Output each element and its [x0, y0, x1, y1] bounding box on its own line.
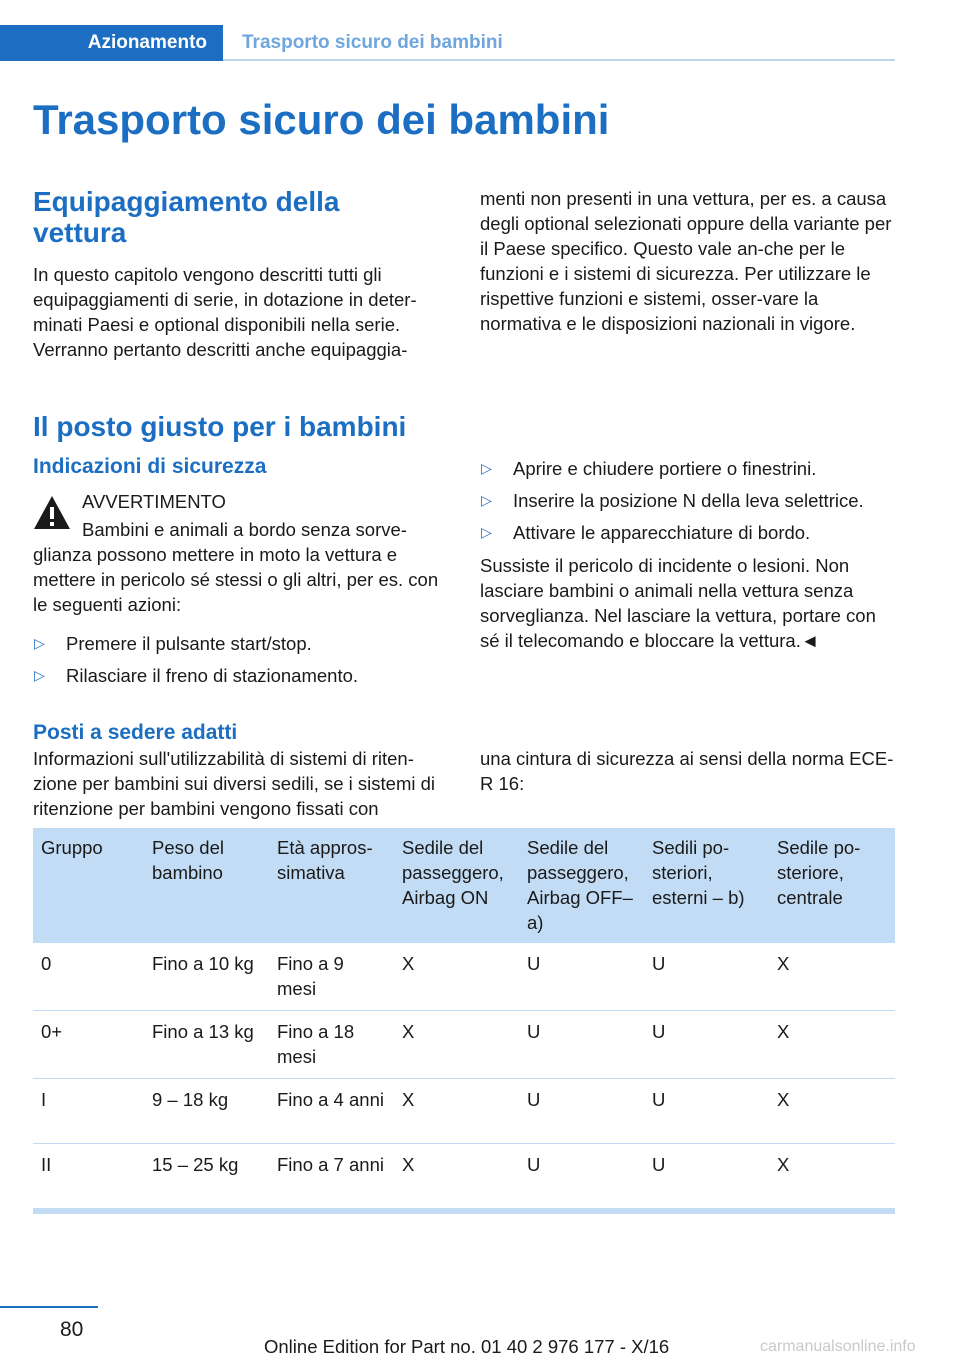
table-cell: U: [644, 1011, 769, 1079]
page-title: Trasporto sicuro dei bambini: [33, 96, 610, 143]
table-cell: Fino a 9 mesi: [269, 943, 394, 1011]
table-cell: 15 – 25 kg: [144, 1144, 269, 1209]
table-cell: X: [394, 1011, 519, 1079]
table-header-cell: Età appros-simativa: [269, 828, 394, 943]
table-header-cell: Sedile po-steriore, centrale: [769, 828, 895, 943]
header-rule: [223, 59, 895, 61]
tab-azionamento[interactable]: Azionamento: [0, 25, 223, 61]
triangle-right-icon: ▷: [34, 635, 45, 651]
table-cell: I: [33, 1079, 144, 1144]
warning-intro: Bambini e animali a bordo senza sorve-glianza possono mettere in moto la vettura e mettere in pericolo sé stessi o gli altri, per es. con le seguenti azioni:: [33, 519, 439, 615]
triangle-right-icon: ▷: [481, 524, 492, 540]
section-heading-equipaggiamento: Equipaggiamento della vettura: [33, 186, 340, 248]
table-cell: 0+: [33, 1011, 144, 1079]
table-cell: Fino a 13 kg: [144, 1011, 269, 1079]
table-cell: U: [519, 1144, 644, 1209]
table-cell: X: [769, 1144, 895, 1209]
table-cell: 0: [33, 943, 144, 1011]
table-cell: U: [519, 1011, 644, 1079]
table-header-cell: Sedili po-steriori, esterni – b): [644, 828, 769, 943]
triangle-right-icon: ▷: [481, 492, 492, 508]
footer-edition: Online Edition for Part no. 01 40 2 976 177 - X/16: [264, 1336, 670, 1357]
table-header-row: [33, 828, 895, 943]
table-header-cell: Sedile del passeggero, Airbag ON: [394, 828, 519, 943]
section3-text-col1: Informazioni sull'utilizzabilità di sistemi di riten-zione per bambini sui diversi sedili, se i sistemi di ritenzione per bambini vengono fissati con: [33, 748, 436, 819]
subheading-posti-sedere: Posti a sedere adatti: [33, 721, 238, 744]
table-cell: X: [769, 943, 895, 1011]
tab-trasporto[interactable]: Trasporto sicuro dei bambini: [242, 32, 503, 53]
section1-text-col1: In questo capitolo vengono descritti tutti gli equipaggiamenti di serie, in dotazione in deter-minati Paesi e optional disponibili nella serie. Verranno pertanto descritti anche equipaggia-: [33, 264, 417, 360]
warning-outro: Sussiste il pericolo di incidente o lesioni. Non lasciare bambini o animali nella vettura senza sorveglianza. Nel lasciare la vettura, portare con sé il telecomando e bloccare la vettura.◄: [480, 555, 876, 651]
list-item: ▷ Aprire e chiudere portiere o finestrini.: [481, 458, 817, 479]
table-cell: X: [394, 1144, 519, 1209]
bullet-list-left: [33, 631, 451, 695]
table-cell: Fino a 4 anni: [269, 1079, 394, 1144]
bullet-list-right: [480, 456, 895, 552]
section-heading-posto-giusto: Il posto giusto per i bambini: [33, 411, 407, 442]
table-cell: Fino a 7 anni: [269, 1144, 394, 1209]
triangle-right-icon: ▷: [34, 667, 45, 683]
subheading-indicazioni: Indicazioni di sicurezza: [33, 455, 267, 478]
table-header-cell: Sedile del passeggero, Airbag OFF– a): [519, 828, 644, 943]
list-item: ▷ Rilasciare il freno di stazionamento.: [34, 665, 359, 686]
table-cell: 9 – 18 kg: [144, 1079, 269, 1144]
table-row: [33, 943, 895, 1011]
table-header-cell: Gruppo: [33, 828, 144, 943]
table-cell: X: [769, 1011, 895, 1079]
table-cell: U: [519, 1079, 644, 1144]
triangle-right-icon: ▷: [481, 460, 492, 476]
watermark: carmanualsonline.info: [760, 1338, 916, 1355]
table-cell: II: [33, 1144, 144, 1209]
table-cell: U: [519, 943, 644, 1011]
list-item: ▷ Inserire la posizione N della leva selettrice.: [481, 490, 864, 511]
table-cell: X: [769, 1079, 895, 1144]
table-cell: X: [394, 943, 519, 1011]
table-row: [33, 1079, 895, 1144]
section3-text-col2: una cintura di sicurezza ai sensi della norma ECE-R 16:: [480, 748, 894, 794]
seating-table: [33, 828, 895, 1214]
table-cell: Fino a 18 mesi: [269, 1011, 394, 1079]
table-header-cell: Peso del bambino: [144, 828, 269, 943]
table-row: [33, 1144, 895, 1209]
list-item: ▷ Attivare le apparecchiature di bordo.: [481, 522, 811, 543]
table-cell: U: [644, 1079, 769, 1144]
table-cell: X: [394, 1079, 519, 1144]
page-number-rule: [0, 1306, 98, 1308]
header-tabbar: [0, 25, 895, 61]
page-number: 80: [60, 1318, 84, 1341]
table-row: [33, 1011, 895, 1079]
section1-text-col2: menti non presenti in una vettura, per es. a causa degli optional selezionati oppure della variante per il Paese specifico. Questo vale an-che per le funzioni e i sistemi di sicurezza. Per utilizzare le rispettive funzioni e sistemi, osser-vare la normativa e le disposizioni nazionali in vigore.: [480, 188, 892, 334]
warning-label: AVVERTIMENTO: [82, 491, 226, 512]
table-bottom-rule: [33, 1209, 895, 1214]
list-item: ▷ Premere il pulsante start/stop.: [34, 633, 312, 654]
table-cell: Fino a 10 kg: [144, 943, 269, 1011]
table-cell: U: [644, 1144, 769, 1209]
table-cell: U: [644, 943, 769, 1011]
